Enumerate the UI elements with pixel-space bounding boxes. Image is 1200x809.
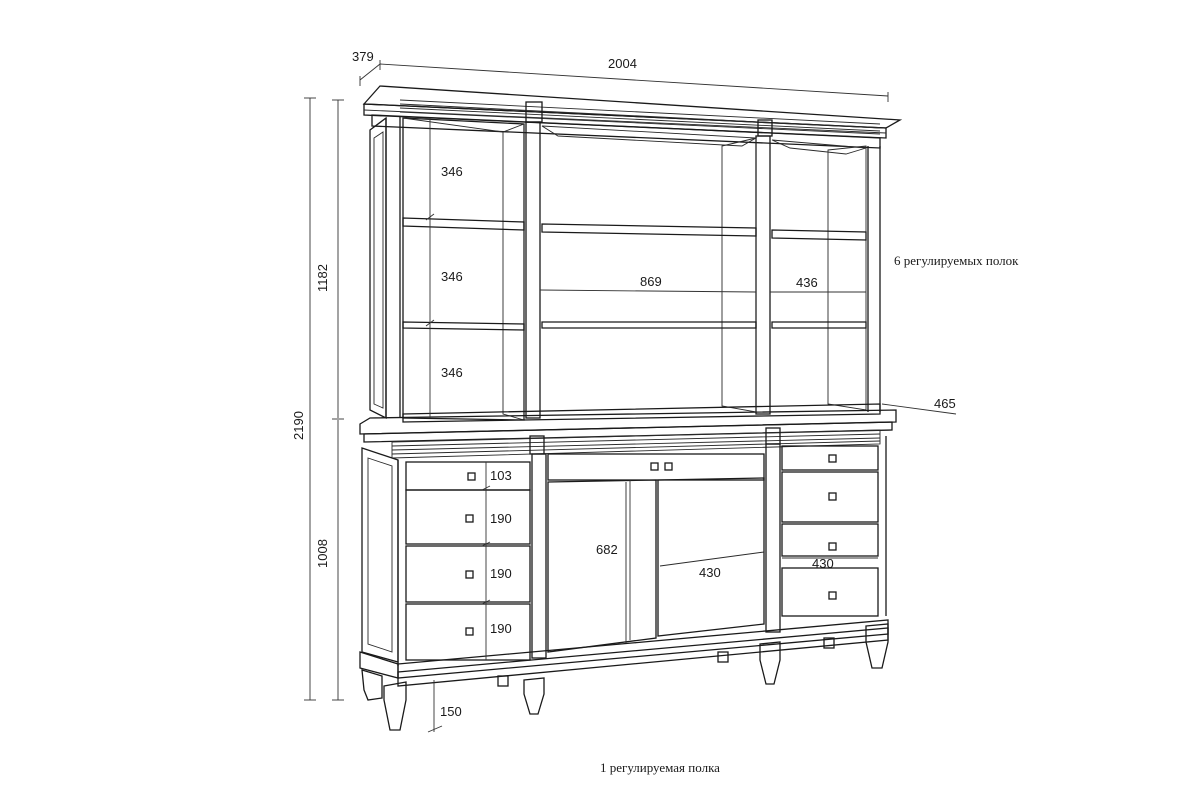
door-height-label: 682 <box>596 542 618 557</box>
center-width-label: 869 <box>640 274 662 289</box>
right-drawer-1[interactable] <box>782 472 878 522</box>
right-drawer-2[interactable] <box>782 524 878 556</box>
depth-label: 379 <box>352 49 374 64</box>
height-label: 2190 <box>291 411 306 440</box>
cornice-front <box>364 104 886 138</box>
center-left-door[interactable] <box>548 480 656 652</box>
upper-depth-label: 465 <box>934 396 956 411</box>
right-top-drawer[interactable] <box>782 446 878 470</box>
drawer-1-height-label: 190 <box>490 511 512 526</box>
lower-height-label: 1008 <box>315 539 330 568</box>
dimension-labels <box>291 49 956 719</box>
right-width-label: 436 <box>796 275 818 290</box>
lower-shelf-note: 1 регулируемая полка <box>600 760 720 775</box>
shelf-gap-3-label: 346 <box>441 365 463 380</box>
right-drawer-width-label: 430 <box>812 556 834 571</box>
shelf-gap-1-label: 346 <box>441 164 463 179</box>
upper-shelves-note: 6 регулируемых полок <box>894 253 1019 268</box>
top-drawer-height-label: 103 <box>490 468 512 483</box>
drawer-3-height-label: 190 <box>490 621 512 636</box>
leg-height-label: 150 <box>440 704 462 719</box>
drawer-2-height-label: 190 <box>490 566 512 581</box>
left-bay-back <box>403 118 524 420</box>
lower-left-side <box>362 448 398 662</box>
shelf-gap-2-label: 346 <box>441 269 463 284</box>
upper-height-label: 1182 <box>315 264 330 292</box>
plinth <box>360 652 398 678</box>
center-right-door[interactable] <box>658 478 764 636</box>
center-drawer-width-label: 430 <box>699 565 721 580</box>
width-label: 2004 <box>608 56 637 71</box>
upper-left-side <box>370 118 386 418</box>
center-top-drawer[interactable] <box>548 454 764 480</box>
